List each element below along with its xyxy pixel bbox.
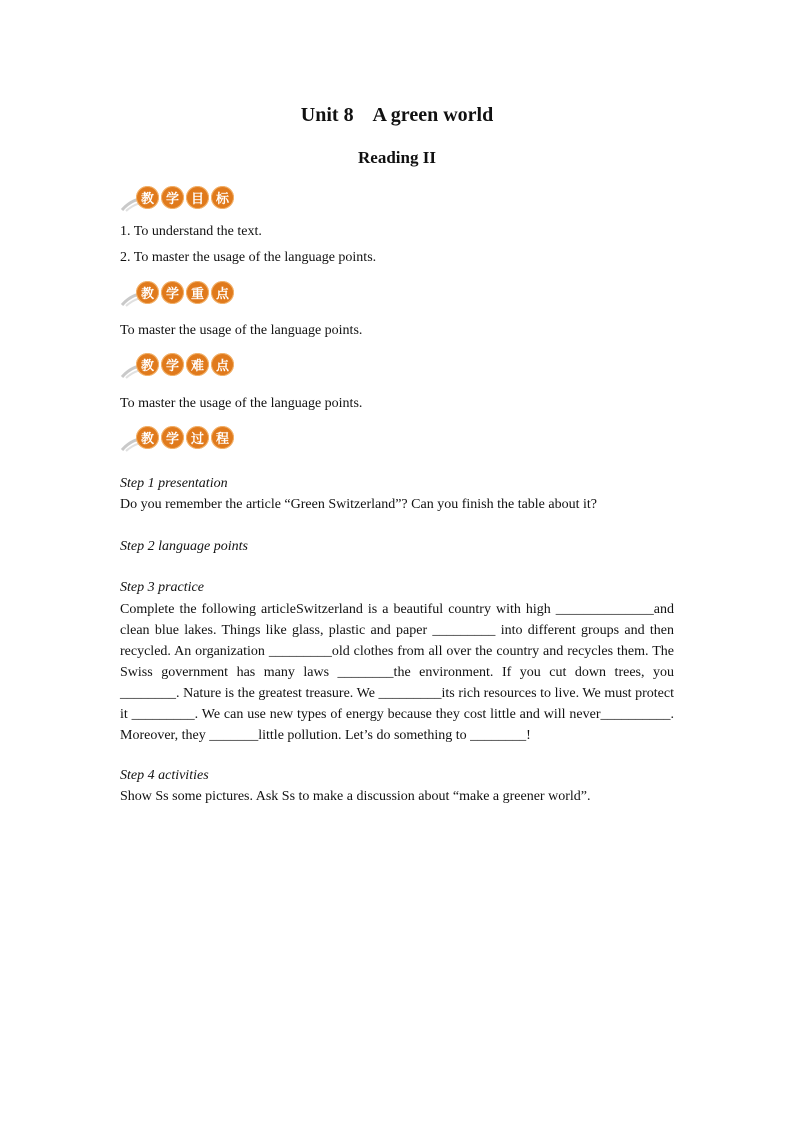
objectives-badge bbox=[120, 186, 230, 212]
badge-char: 学 bbox=[161, 353, 184, 376]
step3-heading: Step 3 practice bbox=[120, 580, 204, 595]
difficulties-text: To master the usage of the language points. bbox=[120, 396, 363, 411]
badge-char: 学 bbox=[161, 281, 184, 304]
badge-char: 教 bbox=[136, 426, 159, 449]
process-badge bbox=[120, 426, 230, 452]
badge-char: 教 bbox=[136, 353, 159, 376]
page-title: Unit 8 A green world bbox=[300, 104, 494, 126]
badge-char: 程 bbox=[211, 426, 234, 449]
badge-char: 点 bbox=[211, 353, 234, 376]
step4-heading: Step 4 activities bbox=[120, 768, 209, 783]
badge-char: 目 bbox=[186, 186, 209, 209]
objective-item-1: 1. To understand the text. bbox=[120, 224, 262, 239]
badge-char: 学 bbox=[161, 186, 184, 209]
objective-item-2: 2. To master the usage of the language points. bbox=[120, 250, 377, 265]
key-points-badge bbox=[120, 281, 230, 307]
badge-char: 教 bbox=[136, 281, 159, 304]
badge-char: 教 bbox=[136, 186, 159, 209]
difficulties-badge bbox=[120, 353, 230, 379]
step1-text: Do you remember the article “Green Switzerland”? Can you finish the table about it? bbox=[120, 497, 597, 512]
key-points-text: To master the usage of the language points. bbox=[120, 323, 363, 338]
page-subtitle: Reading II bbox=[358, 148, 436, 167]
badge-char: 难 bbox=[186, 353, 209, 376]
badge-char: 标 bbox=[211, 186, 234, 209]
step1-heading: Step 1 presentation bbox=[120, 476, 228, 491]
badge-char: 过 bbox=[186, 426, 209, 449]
step2-heading: Step 2 language points bbox=[120, 539, 248, 554]
step4-text: Show Ss some pictures. Ask Ss to make a discussion about “make a greener world”. bbox=[120, 789, 591, 804]
badge-char: 点 bbox=[211, 281, 234, 304]
badge-char: 学 bbox=[161, 426, 184, 449]
badge-char: 重 bbox=[186, 281, 209, 304]
step3-text: Complete the following articleSwitzerland is a beautiful country with high ______________and clean blue lakes. Things like glass, plastic and paper _________ into different groups and then recycled. An organization _________old clothes from all over the country and recycles them. The Swiss government has many laws ________the environment. If you cut down trees, you ________. Nature is the greatest treasure. We _________its rich resources to live. We must protect it _________. We can use new types of energy because they cost little and will never__________. Moreover, they _______little pollution. Let’s do something to ________! bbox=[120, 602, 674, 743]
